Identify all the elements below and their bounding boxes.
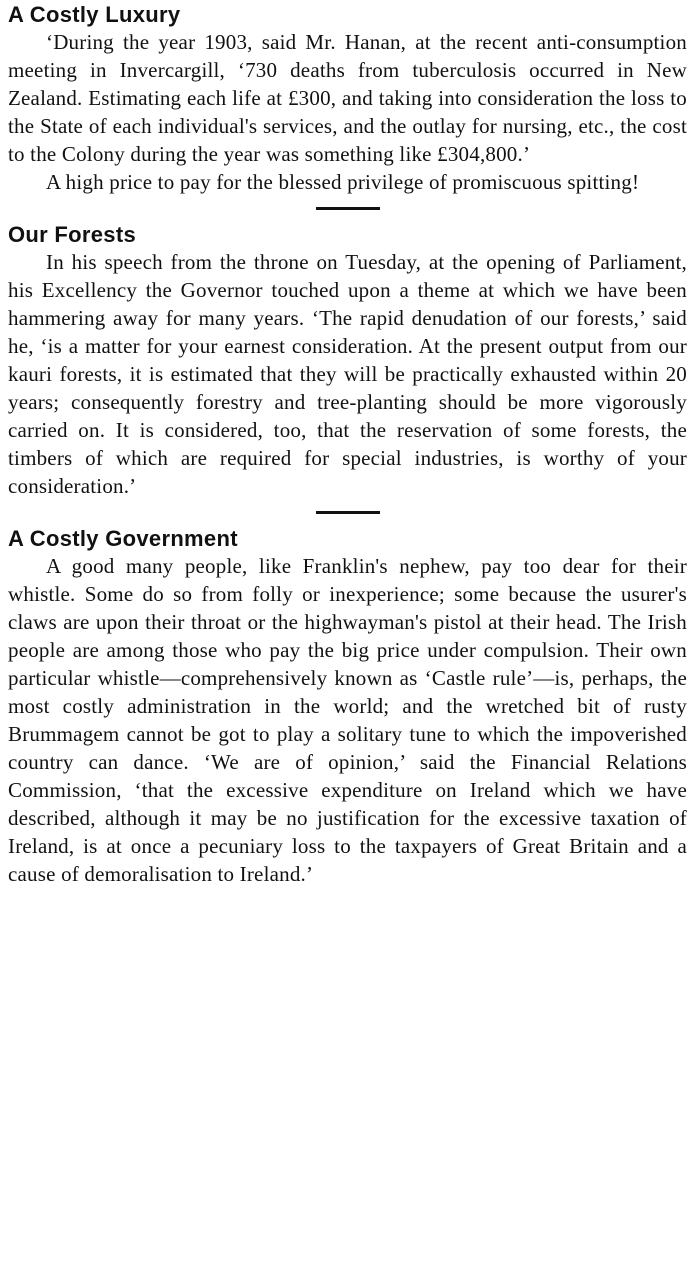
article-paragraph: ‘During the year 1903, said Mr. Hanan, at the recent anti-consumption meeting in Invercargill, ‘730 deaths from tuberculosis occurred in New Zealand. Estimating each life at £300, and taking into consideration the loss to the State of each individual's services, and the outlay for nursing, etc., the cost to the Colony during the year was something like £304,800.’ — [8, 30, 687, 166]
article-heading: A Costly Government — [8, 526, 238, 551]
article-paragraph: A high price to pay for the blessed privilege of promiscuous spitting! — [46, 170, 640, 194]
article-costly-government — [8, 526, 687, 888]
article-paragraph: In his speech from the throne on Tuesday, at the opening of Parliament, his Excellency the Governor touched upon a theme at which we have been hammering away for many years. ‘The rapid denudation of our forests,’ said he, ‘is a matter for your earnest consideration. At the present output from our kauri forests, it is estimated that they will be practically exhausted within 20 years; consequently forestry and tree-planting should be more vigorously carried on. It is considered, too, that the reservation of some forests, the timbers of which are required for special industries, is worthy of your consideration.’ — [8, 250, 687, 498]
section-divider — [316, 511, 380, 514]
article-our-forests — [8, 222, 687, 500]
section-divider — [316, 207, 380, 210]
article-heading: Our Forests — [8, 222, 136, 247]
article-costly-luxury — [8, 2, 687, 196]
article-paragraph: A good many people, like Franklin's nephew, pay too dear for their whistle. Some do so from folly or inexperience; some because the usurer's claws are upon their throat or the highwayman's pistol at their head. The Irish people are among those who pay the big price under compulsion. Their own particular whistle—comprehensively known as ‘Castle rule’—is, perhaps, the most costly administration in the world; and the wretched bit of rusty Brummagem cannot be got to play a solitary tune to which the impoverished country can dance. ‘We are of opinion,’ said the Financial Relations Commission, ‘that the excessive expenditure on Ireland which we have described, although it may be no justification for the excessive taxation of Ireland, is at once a pecuniary loss to the taxpayers of Great Britain and a cause of demoralisation to Ireland.’ — [8, 554, 687, 886]
article-heading: A Costly Luxury — [8, 2, 181, 27]
newspaper-column — [0, 2, 695, 1273]
